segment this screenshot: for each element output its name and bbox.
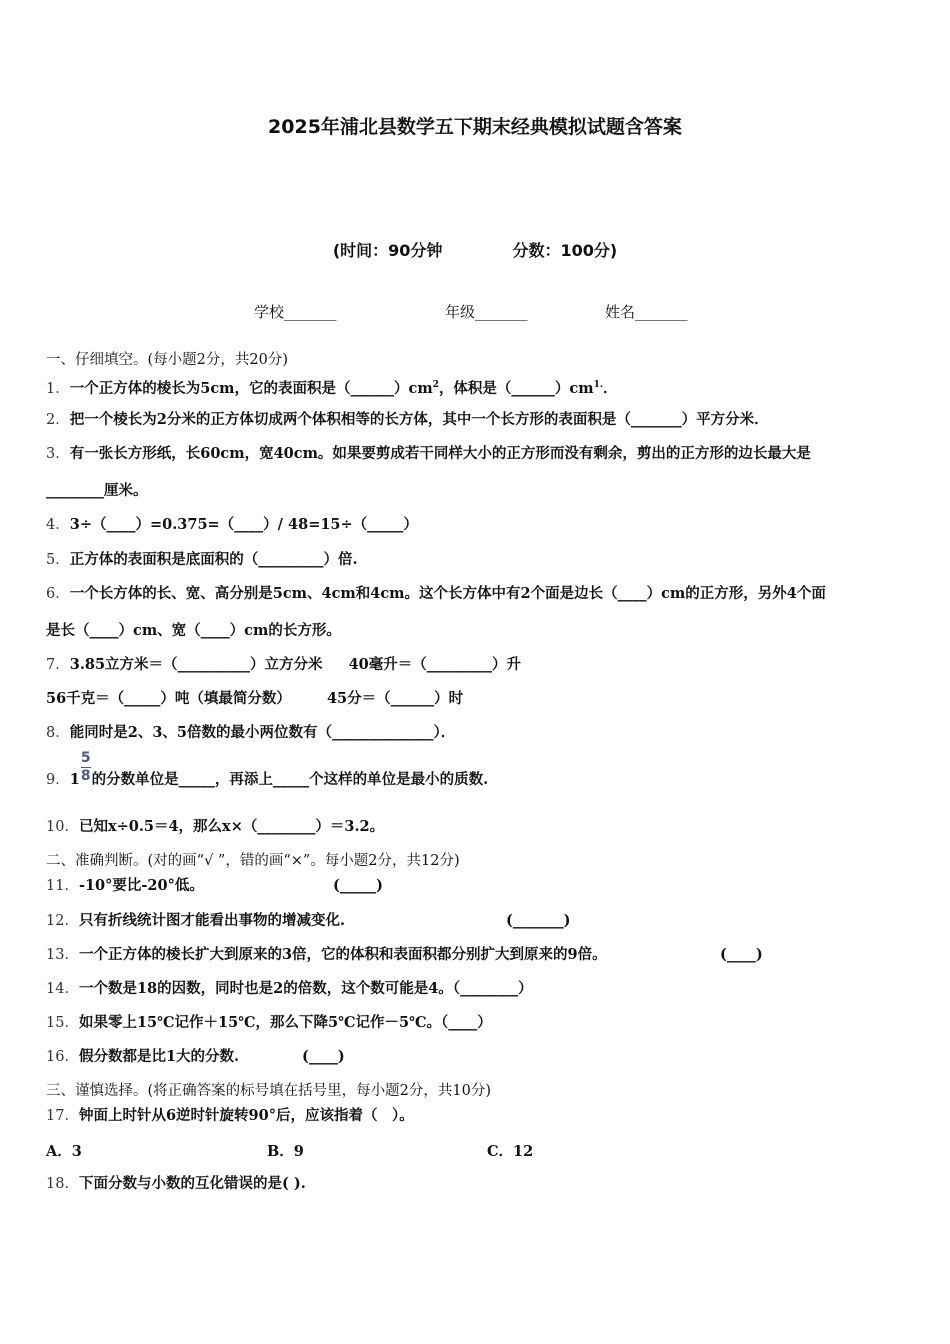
question-number: 7． xyxy=(46,657,70,673)
question-7 xyxy=(46,655,521,675)
question-13 xyxy=(46,945,607,965)
question-2 xyxy=(46,410,769,430)
question-text: 的分数单位是_____，再添上_____个这样的单位是最小的质数. xyxy=(91,771,489,788)
question-number: 4． xyxy=(46,517,70,533)
question-text: 钟面上时针从6逆时针旋转90°后，应该指着（ ）。 xyxy=(78,1107,414,1124)
fraction-denominator: 8 xyxy=(80,767,91,784)
question-number: 6． xyxy=(46,586,70,602)
question-text: 能同时是2、3、5倍数的最小两位数有（______________）． xyxy=(69,724,456,741)
question-18 xyxy=(46,1174,306,1194)
mixed-number-whole: 1 xyxy=(69,771,80,788)
question-text: 一个正方体的棱长为5cm，它的表面积是（______）cm xyxy=(69,379,433,397)
question-text: 把一个棱长为2分米的正方体切成两个体积相等的长方体，其中一个长方形的表面积是（_______）平方分米． xyxy=(69,411,769,428)
question-text: ，体积是（______）cm xyxy=(438,379,594,397)
question-number: 16． xyxy=(46,1049,79,1065)
exam-meta xyxy=(0,238,950,261)
answer-blank: (____) xyxy=(302,1048,345,1065)
question-8 xyxy=(46,723,455,743)
answer-blank: (____) xyxy=(720,946,763,963)
option-b: B．9 xyxy=(267,1143,304,1160)
question-text: 已知x÷0.5＝4，那么x×（________）＝3.2。 xyxy=(78,818,385,835)
question-6 xyxy=(46,584,826,604)
question-1 xyxy=(46,375,618,399)
question-text: 一个正方体的棱长扩大到原来的3倍，它的体积和表面积都分别扩大到原来的9倍。 xyxy=(78,946,607,963)
question-number: 18． xyxy=(46,1176,79,1192)
name-field: 姓名_______ xyxy=(605,303,688,321)
question-text: 下面分数与小数的互化错误的是( ). xyxy=(78,1175,306,1192)
question-number: 9． xyxy=(46,772,70,788)
exam-time: (时间：90分钟 xyxy=(332,241,443,260)
question-text: -10°要比-20°低。 xyxy=(78,877,204,894)
question-number: 13． xyxy=(46,947,79,963)
grade-field: 年级_______ xyxy=(445,303,528,321)
question-number: 1． xyxy=(46,380,70,397)
question-text: ． xyxy=(603,379,618,397)
question-number: 8． xyxy=(46,725,70,741)
question-part-d: 45分＝（______）时 xyxy=(326,690,464,707)
question-part-a: 3.85立方米＝（__________）立方分米 xyxy=(69,656,323,673)
question-number: 3． xyxy=(46,446,70,462)
question-17 xyxy=(46,1106,414,1126)
question-part-c: 56千克＝（_____）吨（填最简分数） xyxy=(46,690,291,707)
question-12 xyxy=(46,911,345,931)
question-4 xyxy=(46,515,418,535)
question-text: 如果零上15℃记作＋15℃，那么下降5℃记作－5℃。（____） xyxy=(78,1014,492,1031)
question-text: 只有折线统计图才能看出事物的增减变化. xyxy=(78,912,345,929)
question-7-continued xyxy=(46,689,463,709)
section-heading-multiple-choice: 三、谨慎选择。(将正确答案的标号填在括号里，每小题2分，共10分) xyxy=(46,1083,491,1099)
question-part-b: 40毫升＝（_________）升 xyxy=(348,656,521,673)
question-16 xyxy=(46,1047,239,1067)
question-15 xyxy=(46,1013,492,1033)
question-number: 5． xyxy=(46,552,70,568)
question-11 xyxy=(46,876,204,896)
page-title: 2025年浦北县数学五下期末经典模拟试题含答案 xyxy=(268,116,682,138)
question-number: 12． xyxy=(46,913,79,929)
question-3 xyxy=(46,444,811,464)
section-heading-fill-in: 一、仔细填空。(每小题2分，共20分) xyxy=(46,352,288,368)
question-number: 14． xyxy=(46,981,79,997)
exam-score: 分数：100分) xyxy=(512,241,618,260)
question-text: 假分数都是比1大的分数. xyxy=(78,1048,240,1065)
question-10 xyxy=(46,817,384,837)
question-number: 10． xyxy=(46,819,79,835)
question-number: 11． xyxy=(46,878,79,894)
question-5 xyxy=(46,550,358,570)
answer-blank: (_______) xyxy=(506,912,571,929)
superscript: 2 xyxy=(432,380,439,390)
question-number: 17． xyxy=(46,1108,79,1124)
question-text: 3÷（____）=0.375=（____）/ 48=15÷（_____） xyxy=(69,516,418,533)
question-text: 有一张长方形纸，长60cm，宽40cm。如果要剪成若干同样大小的正方形而没有剩余，剪出的正方形的边长最大是 xyxy=(69,445,811,462)
question-9 xyxy=(46,749,489,790)
answer-blank: (_____) xyxy=(333,877,383,894)
question-3-continued: ________厘米。 xyxy=(46,482,148,499)
question-number: 2． xyxy=(46,412,70,428)
question-14 xyxy=(46,979,533,999)
question-6-continued: 是长（____）cm、宽（____）cm的长方形。 xyxy=(46,622,341,639)
school-field: 学校_______ xyxy=(254,303,337,321)
fraction-numerator: 5 xyxy=(80,749,91,766)
question-number: 15． xyxy=(46,1015,79,1031)
question-text: 正方体的表面积是底面积的（_________）倍. xyxy=(69,551,358,568)
section-heading-true-false: 二、准确判断。(对的画“√ ”，错的画“×”。每小题2分，共12分) xyxy=(46,853,460,869)
question-text: 一个长方体的长、宽、高分别是5cm、4cm和4cm。这个长方体中有2个面是边长（____）cm的正方形，另外4个面 xyxy=(69,585,826,602)
fraction xyxy=(81,751,91,784)
option-a: A．3 xyxy=(46,1143,82,1160)
option-c: C．12 xyxy=(487,1143,534,1160)
question-text: 一个数是18的因数，同时也是2的倍数，这个数可能是4。（________） xyxy=(78,980,533,997)
superscript: 1. xyxy=(593,380,604,390)
